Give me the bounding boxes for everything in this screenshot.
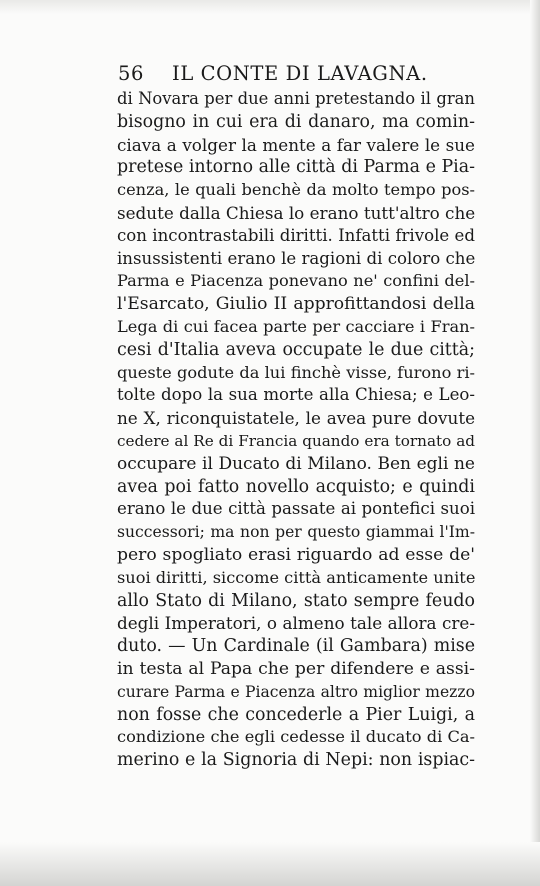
text-line: cesi d'Italia aveva occupate le due città; — [117, 339, 475, 360]
page-header — [118, 56, 428, 90]
text-line: in testa al Papa che per difendere e assi- — [117, 658, 475, 679]
text-line: curare Parma e Piacenza altro miglior mezzo — [117, 682, 475, 701]
page-number: 56 — [118, 61, 145, 85]
body-text — [117, 88, 475, 772]
text-line: avea poi fatto novello acquisto; e quindi — [117, 476, 475, 497]
text-line: merino e la Signoria di Nepi: non ispiac- — [117, 750, 475, 771]
text-line: non fosse che concederle a Pier Luigi, a — [117, 704, 475, 725]
text-line: con incontrastabili diritti. Infatti frivole ed — [117, 225, 475, 245]
text-line: suoi diritti, siccome città anticamente unite — [117, 567, 475, 587]
text-line: pretese intorno alle città di Parma e Pia- — [117, 157, 475, 178]
text-line: ne X, riconquistatele, le avea pure dovute — [117, 408, 475, 429]
page-bottom-edge — [0, 842, 540, 886]
text-line: Lega di cui facea parte per cacciare i Fran- — [117, 316, 475, 336]
text-line: degli Imperatori, o almeno tale allora cre- — [117, 613, 475, 634]
text-line: allo Stato di Milano, stato sempre feudo — [117, 590, 475, 611]
text-line: sedute dalla Chiesa lo erano tutt'altro che — [117, 202, 475, 223]
text-line: queste godute da lui finchè visse, furono ri- — [117, 362, 475, 382]
text-line: pero spogliato erasi riguardo ad esse de' — [117, 544, 475, 565]
text-line: condizione che egli cedesse il ducato di Ca- — [117, 727, 475, 747]
text-line: di Novara per due anni pretestando il gran — [117, 89, 475, 108]
text-line: cenza, le quali benchè da molto tempo pos- — [117, 180, 475, 200]
text-line: bisogno in cui era di danaro, ma comin- — [117, 111, 475, 132]
page-top-edge — [0, 0, 540, 14]
text-line: tolte dopo la sua morte alla Chiesa; e Leo- — [117, 385, 475, 405]
text-line: successori; ma non per questo giammai l'Im- — [117, 523, 475, 542]
text-line: duto. — Un Cardinale (il Gambara) mise — [117, 636, 475, 657]
text-line: erano le due città passate ai pontefici suoi — [117, 499, 475, 519]
text-line: Parma e Piacenza ponevano ne' confini del- — [117, 271, 475, 291]
text-line: occupare il Ducato di Milano. Ben egli ne — [117, 453, 475, 474]
text-line: cedere al Re di Francia quando era tornato ad — [117, 431, 475, 450]
text-line: l'Esarcato, Giulio II approfittandosi della — [117, 294, 475, 315]
text-line: insussistenti erano le ragioni di coloro che — [117, 248, 475, 268]
page-right-edge — [530, 0, 540, 886]
running-title: IL CONTE DI LAVAGNA. — [172, 61, 428, 85]
text-line: ciava a volger la mente a far valere le sue — [117, 134, 475, 155]
